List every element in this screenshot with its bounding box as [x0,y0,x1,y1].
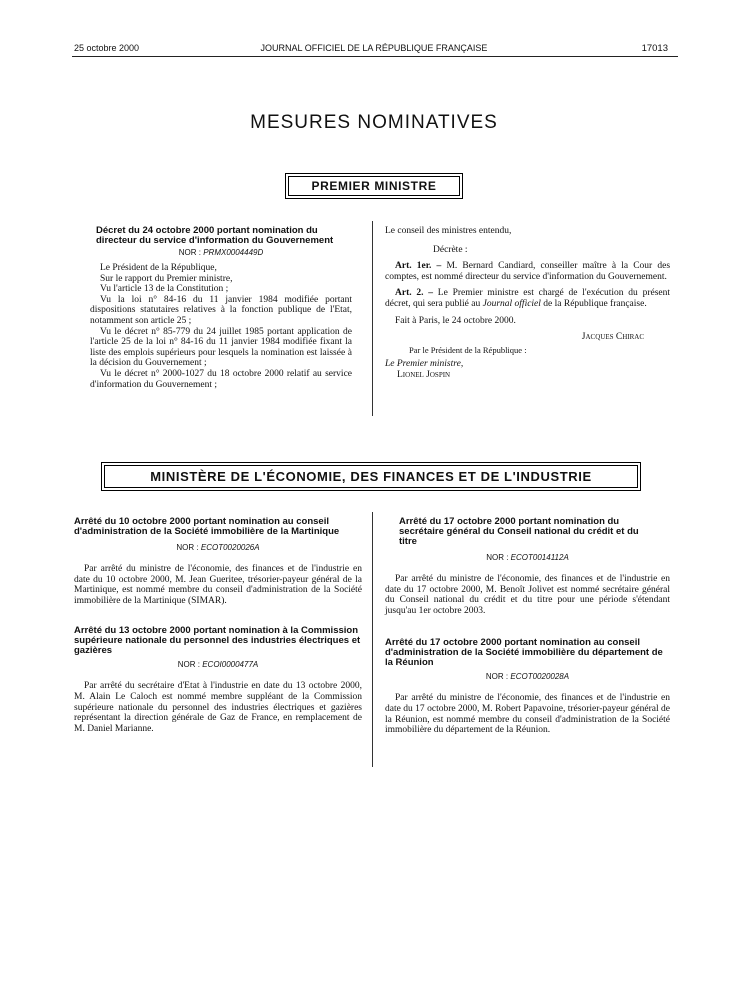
arrete-item [74,626,362,734]
arrete-item [385,517,670,616]
arrete-left-column [74,517,362,734]
arrete-text [74,681,362,734]
arrete-text [74,564,362,606]
decree-title: Décret du 24 octobre 2000 portant nomination du directeur du service d'information du Gouvernement [96,225,334,246]
arrete-text [385,574,670,616]
decree-article-2 [385,288,670,309]
arrete-item [74,517,362,606]
arrete-nor-code: ECOT0020026A [200,543,260,552]
decree-nor-label: NOR : [178,248,201,257]
section-title-box-premier-ministre [285,173,463,199]
decree-right-column [385,226,670,381]
decree-para: Vu le décret n° 85-779 du 24 juillet 1985 portant application de l'article 25 de la loi n° 84-16 du 11 janvier 1984 modifiée fixant la liste des emplois supérieurs pour lesquels la nomination est laissée à la décision du Gouvernement ; [90,326,352,369]
decree-pm-title: Le Premier ministre, [385,359,464,370]
arrete-nor-label: NOR : [177,660,200,670]
decree-left-column [90,226,352,390]
arrete-para: Par arrêté du ministre de l'économie, des finances et de l'industrie en date du 10 octobre 2000, M. Jean Gueritee, trésorier-payeur général de la Martinique, est nommé membre du conseil d'administration de la Société immobilière de la Martinique (SIMAR). [74,564,362,606]
art2-label: Art. 2. – [395,288,434,299]
art2-text-b: de la République française. [543,298,647,309]
arrete-nor [74,543,362,552]
arrete-title: Arrêté du 10 octobre 2000 portant nomination au conseil d'administration de la Société immobilière de la Martinique [74,516,340,537]
decree-para: Vu le décret n° 2000-1027 du 18 octobre 2000 relatif au service d'information du Gouvernement ; [90,368,352,390]
art2-journal: Journal officiel [482,298,541,309]
arrete-text [385,693,670,735]
section-title-box-ministere-economie [101,462,641,491]
column-divider [372,512,373,767]
art2-text-a: Le Premier ministre est chargé de l'exécution du présent décret, qui sera publié au [385,288,670,309]
decree-pm-name: Lionel Jospin [397,369,451,380]
arrete-nor [385,553,670,562]
arrete-nor-code: ECOT0020028A [510,672,570,682]
decree-conseil: Le conseil des ministres entendu, [385,226,512,236]
arrete-nor-label: NOR : [176,543,199,552]
arrete-nor-label: NOR : [486,553,509,562]
decree-para: Le Président de la République, [100,263,217,273]
decree-nor-code: PRMX0004449D [203,248,264,257]
decree-para: Vu la loi n° 84-16 du 11 janvier 1984 modifiée portant dispositions statutaires relatives à la fonction publique de l'Etat, notamment son article 25 ; [90,294,352,326]
decree-nor [90,248,352,257]
arrete-right-column [385,517,670,736]
decree-par-le: Par le Président de la République : [409,344,527,355]
art1-text: M. Bernard Candiard, conseiller maître à la Cour des comptes, est nommé directeur du service d'information du Gouvernement. [385,261,671,282]
arrete-para: Par arrêté du ministre de l'économie, des finances et de l'industrie en date du 17 octobre 2000, M. Benoît Jolivet est nommé secrétaire général du Conseil national du crédit et du titre pour une période s'étendant jusqu'au 1er octobre 2003. [385,574,670,616]
section-title-ministere-economie: MINISTÈRE DE L'ÉCONOMIE, DES FINANCES ET DE L'INDUSTRIE [104,465,638,488]
arrete-nor-label: NOR : [485,672,509,682]
section-title-premier-ministre: PREMIER MINISTRE [288,176,460,196]
decree-visas [90,263,352,390]
header-date: 25 octobre 2000 [74,43,140,53]
decree-para: Sur le rapport du Premier ministre, [100,273,233,284]
header-rule [72,56,678,57]
arrete-para: Par arrêté du ministre de l'économie, des finances et de l'industrie en date du 17 octobre 2000, M. Robert Papavoine, trésorier-payeur général de la Réunion, est nommé membre du conseil d'administration de la Société immobilière du département de la Réunion. [385,693,670,736]
arrete-para: Par arrêté du secrétaire d'Etat à l'industrie en date du 13 octobre 2000, M. Alain Le Caloch est nommé membre suppléant de la Commission supérieure nationale du personnel des industries électriques et gazières représentant la direction générale de Gaz de France, en remplacement de M. Daniel Marianne. [74,681,362,734]
decree-decrete: Décrète : [433,244,468,255]
decree-article-1 [385,261,670,282]
arrete-nor-code: ECOT0014112A [510,553,569,562]
arrete-title: Arrêté du 17 octobre 2000 portant nomination au conseil d'administration de la Société immobilière du département de la Réunion [385,637,663,669]
column-divider [372,221,373,416]
arrete-nor-code: ECOI0000477A [202,660,259,670]
arrete-nor [385,672,670,681]
art1-label: Art. 1er. – [395,261,442,272]
header-journal-title: JOURNAL OFFICIEL DE LA RÉPUBLIQUE FRANÇAISE [260,43,488,53]
page-title: MESURES NOMINATIVES [250,112,498,133]
arrete-title: Arrêté du 13 octobre 2000 portant nomination à la Commission supérieure nationale du personnel des industries électriques et gazières [74,625,361,657]
arrete-item [385,638,670,735]
header-page-number: 17013 [641,43,668,54]
decree-body [385,226,670,381]
arrete-title: Arrêté du 17 octobre 2000 portant nomination du secrétaire général du Conseil national du crédit et du titre [399,516,639,547]
decree-fait: Fait à Paris, le 24 octobre 2000. [395,315,516,326]
decree-para: Vu l'article 13 de la Constitution ; [100,284,229,295]
decree-signatory: Jacques Chirac [581,332,644,343]
arrete-nor [74,660,362,669]
